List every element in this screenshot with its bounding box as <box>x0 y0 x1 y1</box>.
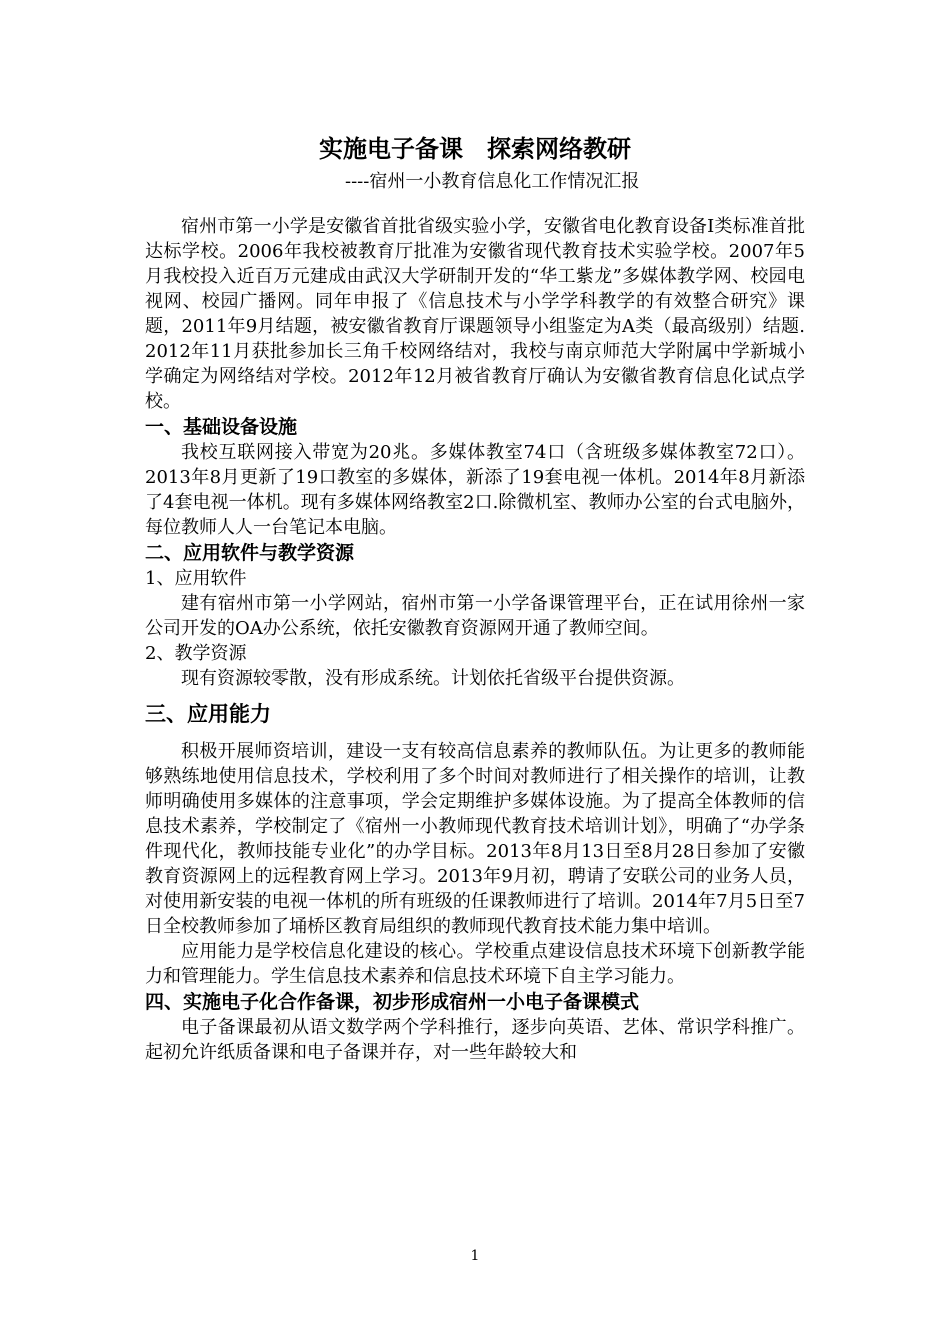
section-heading-capability: 三、应用能力 <box>145 702 271 726</box>
capability-paragraph-1: 积极开展师资培训，建设一支有较高信息素养的教师队伍。为让更多的教师能够熟练地使用信息技术，学校利用了多个时间对教师进行了相关操作的培训，让教师明确使用多媒体的注意事项，学会定期维护多媒体设施。为了提高全体教师的信息技术素养，学校制定了《宿州一小教师现代教育技术培训计划》，明确了“办学条件现代化，教师技能专业化”的办学目标。2013年8月13日至8月28日参加了安徽教育资源网上的远程教育网上学习。2013年9月初，聘请了安联公司的业务人员，对使用新安装的电视一体机的所有班级的任课教师进行了培训。2014年7月5日至7日全校教师参加了埇桥区教育局组织的教师现代教育技术能力集中培训。 <box>145 741 805 937</box>
electronic-lesson-prep-paragraph: 电子备课最初从语文数学两个学科推行，逐步向英语、艺体、常识学科推广。起初允许纸质备课和电子备课并存，对一些年龄较大和 <box>145 1017 805 1063</box>
section-heading-software-resources: 二、应用软件与教学资源 <box>145 542 355 564</box>
subheading-resources: 2、教学资源 <box>145 643 247 664</box>
section-heading-infrastructure: 一、基础设备设施 <box>145 416 298 438</box>
page-number: 1 <box>470 1248 480 1264</box>
subheading-software: 1、应用软件 <box>145 568 247 589</box>
section-heading-electronic-lesson-prep: 四、实施电子化合作备课，初步形成宿州一小电子备课模式 <box>145 991 640 1013</box>
intro-paragraph: 宿州市第一小学是安徽省首批省级实验小学，安徽省电化教育设备Ⅰ类标准首批达标学校。2006年我校被教育厅批准为安徽省现代教育技术实验学校。2007年5月我校投入近百万元建成由武汉大学研制开发的“华工紫龙”多媒体教学网、校园电视网、校园广播网。同年申报了《信息技术与小学学科教学的有效整合研究》课题，2011年9月结题，被安徽省教育厅课题领导小组鉴定为A类（最高级别）结题. 2012年11月获批参加长三角千校网络结对，我校与南京师范大学附属中学新城小学确定为网络结对学校。2012年12月被省教育厅确认为安徽省教育信息化试点学校。 <box>145 216 805 412</box>
resources-paragraph: 现有资源较零散，没有形成系统。计划依托省级平台提供资源。 <box>181 668 685 689</box>
capability-paragraph-2: 应用能力是学校信息化建设的核心。学校重点建设信息技术环境下创新教学能力和管理能力。学生信息技术素养和信息技术环境下自主学习能力。 <box>145 941 805 987</box>
software-paragraph: 建有宿州市第一小学网站，宿州市第一小学备课管理平台，正在试用徐州一家公司开发的OA办公系统，依托安徽教育资源网开通了教师空间。 <box>145 593 805 639</box>
document-body <box>145 130 805 1065</box>
document-subtitle: ----宿州一小教育信息化工作情况汇报 <box>345 171 640 192</box>
infrastructure-paragraph: 我校互联网接入带宽为20兆。多媒体教室74口（含班级多媒体教室72口）。2013年8月更新了19口教室的多媒体，新添了19套电视一体机。2014年8月新添了4套电视一体机。现有多媒体网络教室2口.除微机室、教师办公室的台式电脑外，每位教师人人一台笔记本电脑。 <box>145 442 805 538</box>
document-title: 实施电子备课 探索网络教研 <box>319 135 631 163</box>
